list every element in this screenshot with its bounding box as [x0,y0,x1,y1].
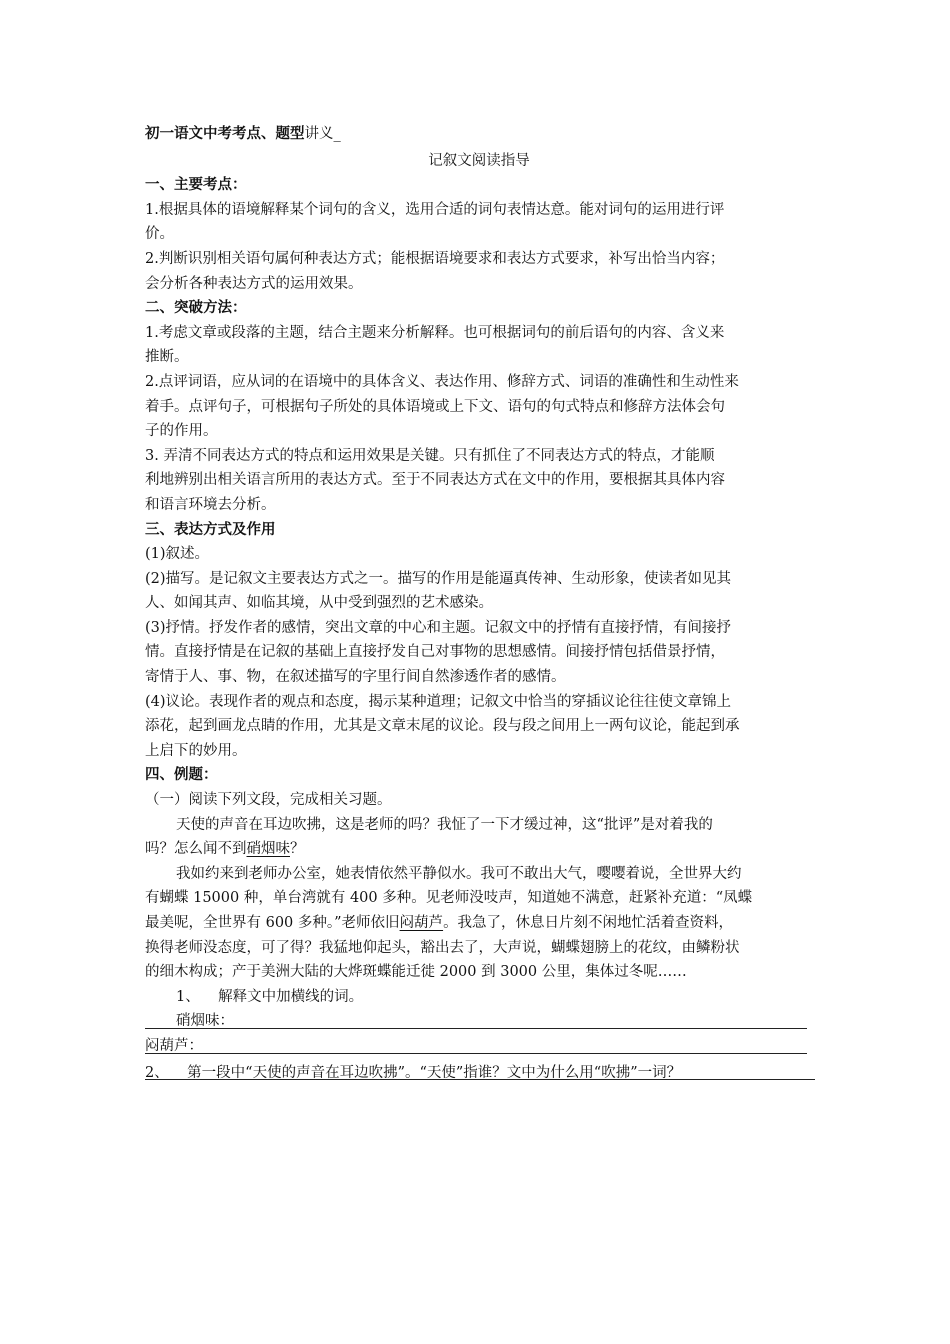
section3-line: (4)议论。表现作者的观点和态度，揭示某种道理；记叙文中恰当的穿插议论往往使文章锦上 [145,693,732,710]
header-title-bold: 初一语文中考考点、题型 [145,125,305,142]
passage-line: 我如约来到老师办公室，她表情依然平静似水。我可不敢出大气，嘤嘤着说，全世界大约 [176,865,742,882]
header-title-rest: 讲义_ [304,126,341,142]
section3-line: 情。直接抒情是在记叙的基础上直接抒发自己对事物的思想感情。间接抒情包括借景抒情， [145,644,725,661]
passage-line: 有蝴蝶 15000 种，单台湾就有 400 多种。见老师没吱声，知道她不满意，赶紧补充道：“凤蝶 [145,890,753,907]
underlined-word-xiaoyanwei: 硝烟味 [246,841,290,858]
section1-line: 价。 [145,226,174,243]
section3-line: 寄情于人、事、物，在叙述描写的字里行间自然渗透作者的感情。 [145,669,566,686]
passage-line [145,837,813,862]
answer-label: 闷葫芦： [145,1037,203,1054]
section2-line: 子的作用。 [145,423,218,440]
section1-heading: 一、主要考点： [145,176,247,194]
section3-line: 添花，起到画龙点睛的作用，尤其是文章末尾的议论。段与段之间用上一两句议论，能起到承 [145,718,740,735]
passage-text: 。我急了，休息日片刻不闲地忙活着查资料， [443,915,734,931]
section2-line: 着手。点评句子，可根据句子所处的具体语境或上下文、语句的句式特点和修辞方法体会句 [145,398,725,415]
passage-text: 吗？怎么闻不到 [145,841,247,858]
section1-line: 2.判断识别相关语句属何种表达方式；能根据语境要求和表达方式要求，补写出恰当内容； [145,250,725,267]
underlined-word-menhulu: 闷葫芦 [399,915,444,931]
reading-intro: （一）阅读下列文段，完成相关习题。 [145,792,392,809]
passage-line: 天使的声音在耳边吹拂，这是老师的吗？我怔了一下才缓过神，这“批评”是对着我的 [176,816,713,833]
section3-line: (2)描写。是记叙文主要表达方式之一。描写的作用是能逼真传神、生动形象，使读者如见其 [145,570,732,587]
passage-line: 换得老师没态度，可了得？我猛地仰起头，豁出去了，大声说，蝴蝶翅膀上的花纹，由鳞粉状 [145,939,740,956]
section3-line: (3)抒情。抒发作者的感情，突出文章的中心和主题。记叙文中的抒情有直接抒情，有间接抒 [145,619,732,636]
answer-blank-line[interactable] [145,1028,353,1029]
section2-line: 3. 弄清不同表达方式的特点和运用效果是关键。只有抓住了不同表达方式的特点，才能顺 [145,447,715,464]
answer-row-xiaoyanwei [145,1009,813,1034]
question-1: 1、 解释文中加横线的词。 [176,988,364,1005]
section4-heading: 四、例题： [145,766,218,784]
answer-row-menhulu [145,1034,813,1059]
section2-line: 利地辨别出相关语言所用的表达方式。至于不同表达方式在文中的作用，要根据其具体内容 [145,472,725,489]
passage-line: 的细木构成；产于美洲大陆的大烨斑蝶能迁徙 2000 到 3000 公里，集体过冬呢…… [145,964,687,981]
document-header [145,122,813,147]
answer-blank-line[interactable] [145,1079,437,1080]
question-2: 2、 第一段中“天使的声音在耳边吹拂”。“天使”指谁？文中为什么用“吹拂”一词？ [145,1064,682,1081]
passage-text: ？ [290,841,305,858]
section2-line: 2.点评词语，应从词的在语境中的具体含义、表达作用、修辞方式、词语的准确性和生动性来 [145,373,739,390]
section1-line: 1.根据具体的语境解释某个词句的含义，选用合适的词句表情达意。能对词句的运用进行评 [145,201,725,218]
answer-blank-line[interactable] [145,1053,721,1054]
passage-text: 最美呢，全世界有 600 多种。”老师依旧 [145,915,400,931]
section3-heading: 三、表达方式及作用 [145,520,276,538]
section3-line: 上启下的妙用。 [145,742,247,759]
section2-line: 推断。 [145,349,189,366]
passage-line [145,911,813,936]
document-page [145,122,813,1085]
section3-line: (1)叙述。 [145,546,210,563]
document-subtitle: 记叙文阅读指导 [428,152,530,169]
section2-line: 1.考虑文章或段落的主题，结合主题来分析解释。也可根据词句的前后语句的内容、含义来 [145,324,725,341]
section2-heading: 二、突破方法： [145,299,247,317]
section1-line: 会分析各种表达方式的运用效果。 [145,275,363,292]
section3-line: 人、如闻其声、如临其境，从中受到强烈的艺术感染。 [145,595,493,612]
section2-line: 和语言环境去分析。 [145,496,276,513]
answer-label: 硝烟味： [176,1013,234,1030]
